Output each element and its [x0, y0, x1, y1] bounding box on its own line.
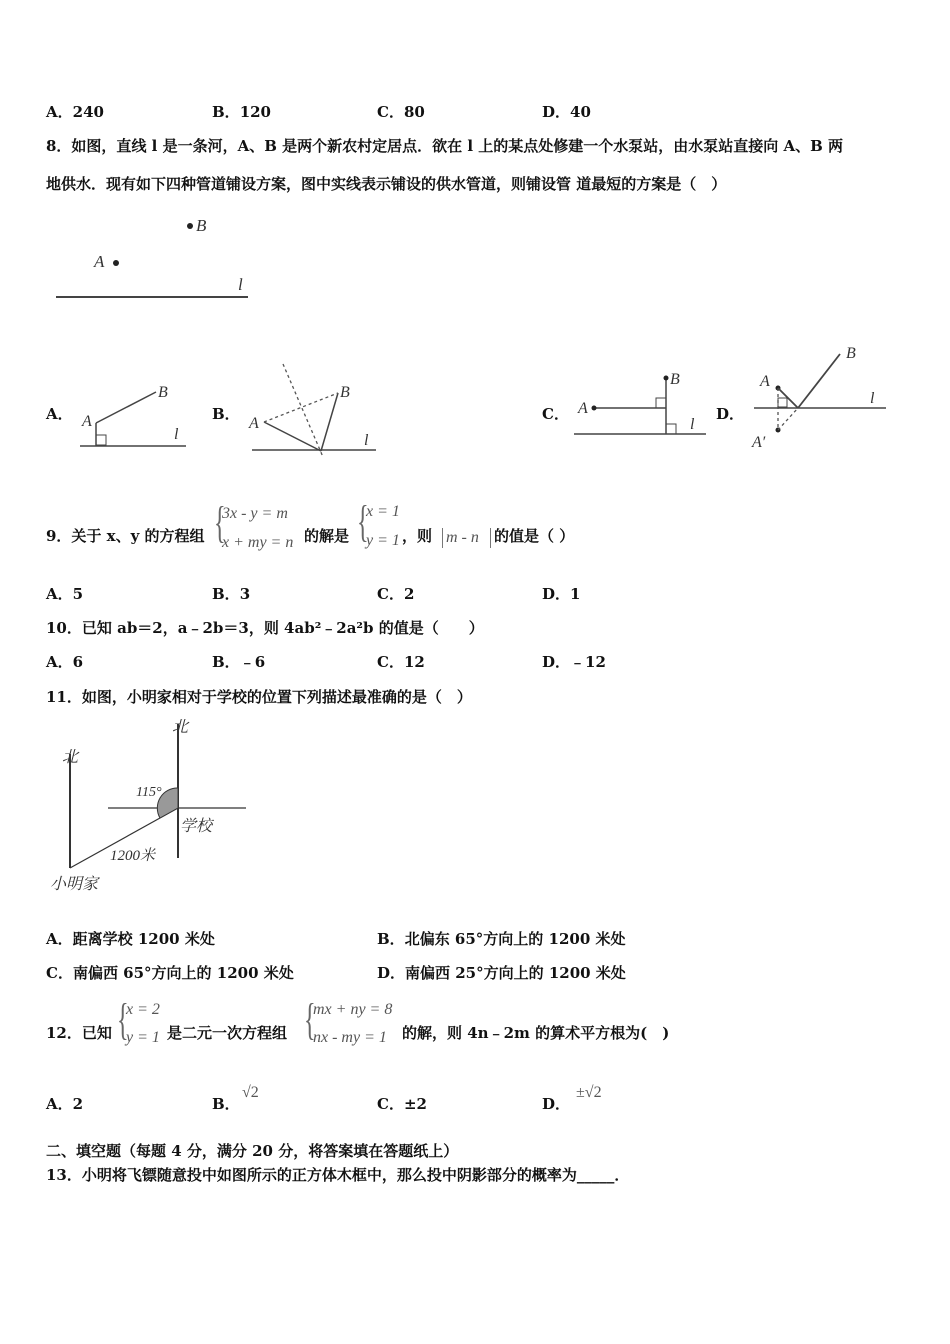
q8-stem-line2: 地供水．现有如下四种管道铺设方案，图中实线表示铺设的供水管道，则铺设管 道最短的方案是（ ）: [46, 175, 727, 193]
q9-then: ，则: [402, 527, 433, 545]
svg-text:B: B: [670, 371, 680, 388]
q8-fig-b: B: [196, 216, 207, 235]
q9-option-d: D．1: [542, 585, 581, 603]
svg-text:l: l: [174, 426, 179, 443]
svg-text:A: A: [249, 415, 259, 432]
q10-stem: 10．已知 ab＝2，a﹣2b＝3，则 4ab²﹣2a²b 的值是（ ）: [46, 619, 484, 637]
svg-text:B: B: [158, 384, 168, 401]
q11-figure: [46, 712, 256, 897]
q8-figure-d: [748, 340, 893, 455]
svg-text:B: B: [846, 345, 856, 362]
q8-option-a: A．: [46, 405, 73, 423]
q7-option-c: C．80: [377, 103, 425, 121]
q9-stem-middle: 的解是: [304, 527, 350, 545]
svg-text:A: A: [760, 373, 770, 390]
q11-option-d: D．南偏西 25°方向上的 1200 米处: [377, 964, 626, 982]
q12-stem-suffix: 的解，则 4n﹣2m 的算术平方根为( ): [402, 1024, 670, 1042]
q9-sol1: x = 1: [366, 503, 400, 520]
q12-option-d-value: ±√2: [576, 1084, 602, 1101]
q12-sol2: y = 1: [126, 1029, 160, 1046]
svg-text:A: A: [578, 400, 588, 417]
q8-figure-b: [246, 360, 381, 465]
q11-north-left: 北: [62, 749, 79, 766]
svg-text:A: A: [82, 413, 92, 430]
q8-option-b: B．: [212, 405, 240, 423]
q8-main-figure: [50, 210, 260, 310]
q10-option-d: D．﹣12: [542, 653, 606, 671]
q11-option-c: C．南偏西 65°方向上的 1200 米处: [46, 964, 294, 982]
q11-north-right: 北: [172, 719, 189, 736]
q12-option-b-letter: B．: [212, 1095, 240, 1113]
svg-text:B: B: [340, 384, 350, 401]
q9-abs: m - n: [446, 529, 479, 546]
section2-title: 二、填空题（每题 4 分，满分 20 分，将答案填在答题纸上）: [46, 1142, 459, 1160]
q8-fig-a: A: [94, 252, 105, 271]
q9-option-b: B．3: [212, 585, 251, 603]
q11-option-a: A．距离学校 1200 米处: [46, 930, 215, 948]
q9-stem-prefix: 9．关于 x、y 的方程组: [46, 527, 205, 545]
q12-option-b-value: √2: [242, 1084, 259, 1101]
q11-distance: 1200米: [110, 848, 156, 864]
q11-option-b: B．北偏东 65°方向上的 1200 米处: [377, 930, 626, 948]
q9-option-c: C．2: [377, 585, 415, 603]
q8-fig-a-prime: A′: [752, 434, 766, 451]
q9-eq2: x + my = n: [222, 534, 294, 551]
q10-option-a: A．6: [46, 653, 84, 671]
svg-text:l: l: [870, 390, 875, 407]
svg-text:l: l: [364, 432, 369, 449]
q12-option-a: A．2: [46, 1095, 84, 1113]
q11-school: 学校: [180, 818, 213, 835]
q8-figure-a: [76, 380, 191, 455]
q9-eq1: 3x - y = m: [222, 505, 288, 522]
q12-stem-middle: 是二元一次方程组: [167, 1024, 288, 1042]
q11-angle: 115°: [136, 785, 162, 800]
q9-sol2: y = 1: [366, 532, 400, 549]
q8-option-c: C．: [542, 405, 569, 423]
q8-stem-line1: 8．如图，直线 l 是一条河，A、B 是两个新农村定居点．欲在 l 上的某点处修建一个水泵站，由水泵站直接向 A、B 两: [46, 137, 844, 155]
q9-option-a: A．5: [46, 585, 84, 603]
q10-option-c: C．12: [377, 653, 425, 671]
q12-option-d-letter: D．: [542, 1095, 571, 1113]
q8-figure-c: [570, 368, 710, 440]
q13-stem: 13．小明将飞镖随意投中如图所示的正方体木框中，那么投中阴影部分的概率为_____．: [46, 1166, 630, 1184]
q8-fig-l: l: [238, 275, 243, 294]
q8-option-d: D．: [716, 405, 745, 423]
q12-option-c: C．±2: [377, 1095, 427, 1113]
q11-stem: 11．如图，小明家相对于学校的位置下列描述最准确的是（ ）: [46, 688, 472, 706]
q7-option-b: B．120: [212, 103, 271, 121]
q12-eq2: nx - my = 1: [313, 1029, 387, 1046]
q12-stem-prefix: 12．已知: [46, 1024, 112, 1042]
q12-eq1: mx + ny = 8: [313, 1001, 393, 1018]
q12-sol1: x = 2: [126, 1001, 160, 1018]
svg-text:l: l: [690, 416, 695, 433]
q10-option-b: B．﹣6: [212, 653, 266, 671]
q7-option-a: A．240: [46, 103, 104, 121]
q9-stem-suffix: 的值是（ ）: [494, 527, 575, 545]
q7-option-d: D．40: [542, 103, 591, 121]
q11-home: 小明家: [50, 876, 99, 893]
